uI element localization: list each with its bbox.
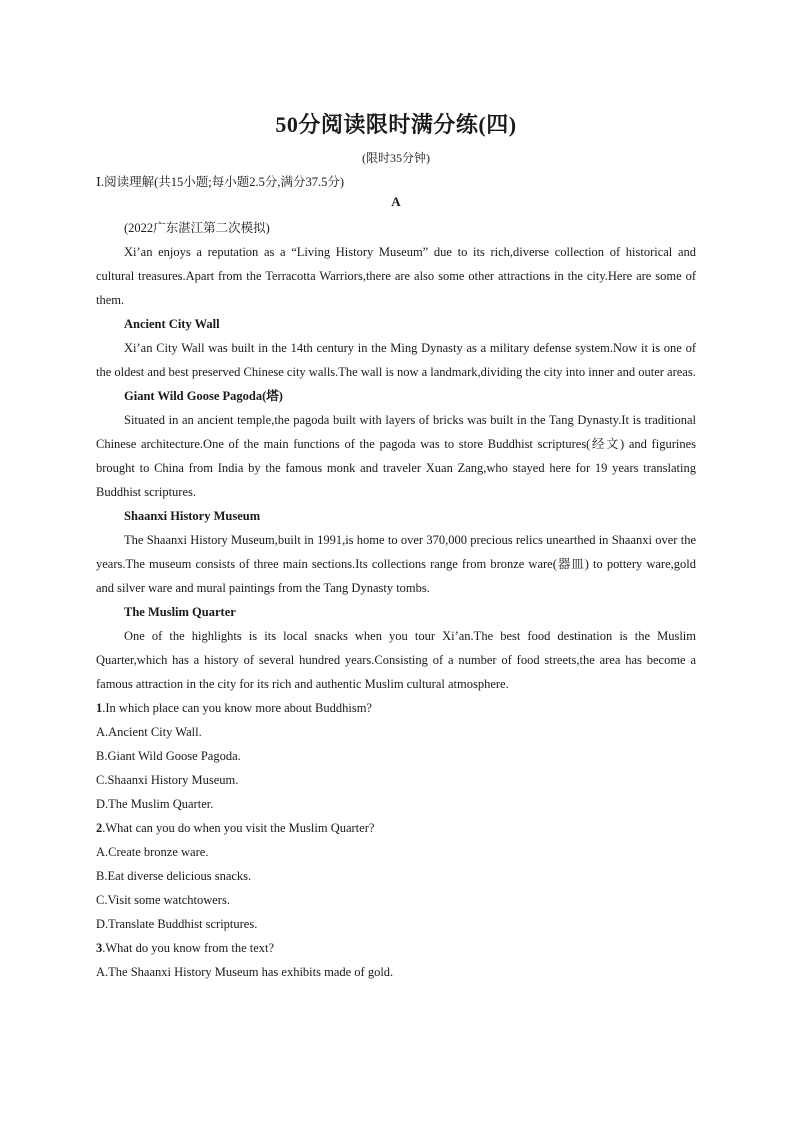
page-title: 50分阅读限时满分练(四)	[275, 112, 517, 137]
attraction-paragraph: Situated in an ancient temple,the pagoda built with layers of bricks was built in the Tang Dynasty.It is traditional Chinese architecture.One of the main functions of the pagoda was to store Buddhist scriptures(经文) and figurines brought to China from India by the famous monk and traveler Xuan Zang,who stayed here for 19 years translating Buddhist scriptures.	[96, 413, 696, 499]
attraction-heading: Shaanxi History Museum	[124, 509, 261, 523]
source-note: (2022广东湛江第二次模拟)	[124, 221, 270, 235]
question	[96, 816, 696, 840]
answer-option: D.The Muslim Quarter.	[96, 797, 214, 811]
attraction-heading: The Muslim Quarter	[124, 605, 236, 619]
question	[96, 936, 696, 960]
answer-option: A.Ancient City Wall.	[96, 725, 202, 739]
exam-page	[96, 100, 696, 984]
question-number: 3	[96, 941, 103, 955]
answer-option: B.Eat diverse delicious snacks.	[96, 869, 252, 883]
attraction-paragraph: One of the highlights is its local snacks when you tour Xi’an.The best food destination is the Muslim Quarter,which has a history of several hundred years.Consisting of a number of food streets,the area has become a famous attraction in the city for its rich and authentic Muslim cultural atmosphere.	[96, 629, 696, 691]
question-number: 1	[96, 701, 103, 715]
question-stem: .What do you know from the text?	[102, 941, 275, 955]
answer-option: C.Visit some watchtowers.	[96, 893, 230, 907]
answer-option: D.Translate Buddhist scriptures.	[96, 917, 258, 931]
attraction-heading: Ancient City Wall	[124, 317, 220, 331]
time-limit: (限时35分钟)	[362, 151, 430, 165]
part-label: A	[391, 194, 401, 209]
attraction-heading: Giant Wild Goose Pagoda(塔)	[124, 389, 283, 403]
attraction-paragraph: Xi’an City Wall was built in the 14th century in the Ming Dynasty as a military defense system.Now it is one of the oldest and best preserved Chinese city walls.The wall is now a landmark,dividing the city into inner and outer areas.	[96, 341, 696, 379]
section-heading: Ⅰ.阅读理解(共15小题;每小题2.5分,满分37.5分)	[96, 175, 344, 189]
answer-option: C.Shaanxi History Museum.	[96, 773, 239, 787]
intro-paragraph: Xi’an enjoys a reputation as a “Living History Museum” due to its rich,diverse collection of historical and cultural treasures.Apart from the Terracotta Warriors,there are also some other attractions in the city.Here are some of them.	[96, 245, 696, 307]
answer-option: A.Create bronze ware.	[96, 845, 209, 859]
question	[96, 696, 696, 720]
question-number: 2	[96, 821, 103, 835]
question-stem: .What can you do when you visit the Muslim Quarter?	[102, 821, 375, 835]
attraction-paragraph: The Shaanxi History Museum,built in 1991,is home to over 370,000 precious relics unearthed in Shaanxi over the years.The museum consists of three main sections.Its collections range from bronze ware(器皿) to pottery ware,gold and silver ware and mural paintings from the Tang Dynasty tombs.	[96, 533, 696, 595]
answer-option: A.The Shaanxi History Museum has exhibits made of gold.	[96, 965, 394, 979]
question-stem: .In which place can you know more about Buddhism?	[102, 701, 372, 715]
answer-option: B.Giant Wild Goose Pagoda.	[96, 749, 241, 763]
